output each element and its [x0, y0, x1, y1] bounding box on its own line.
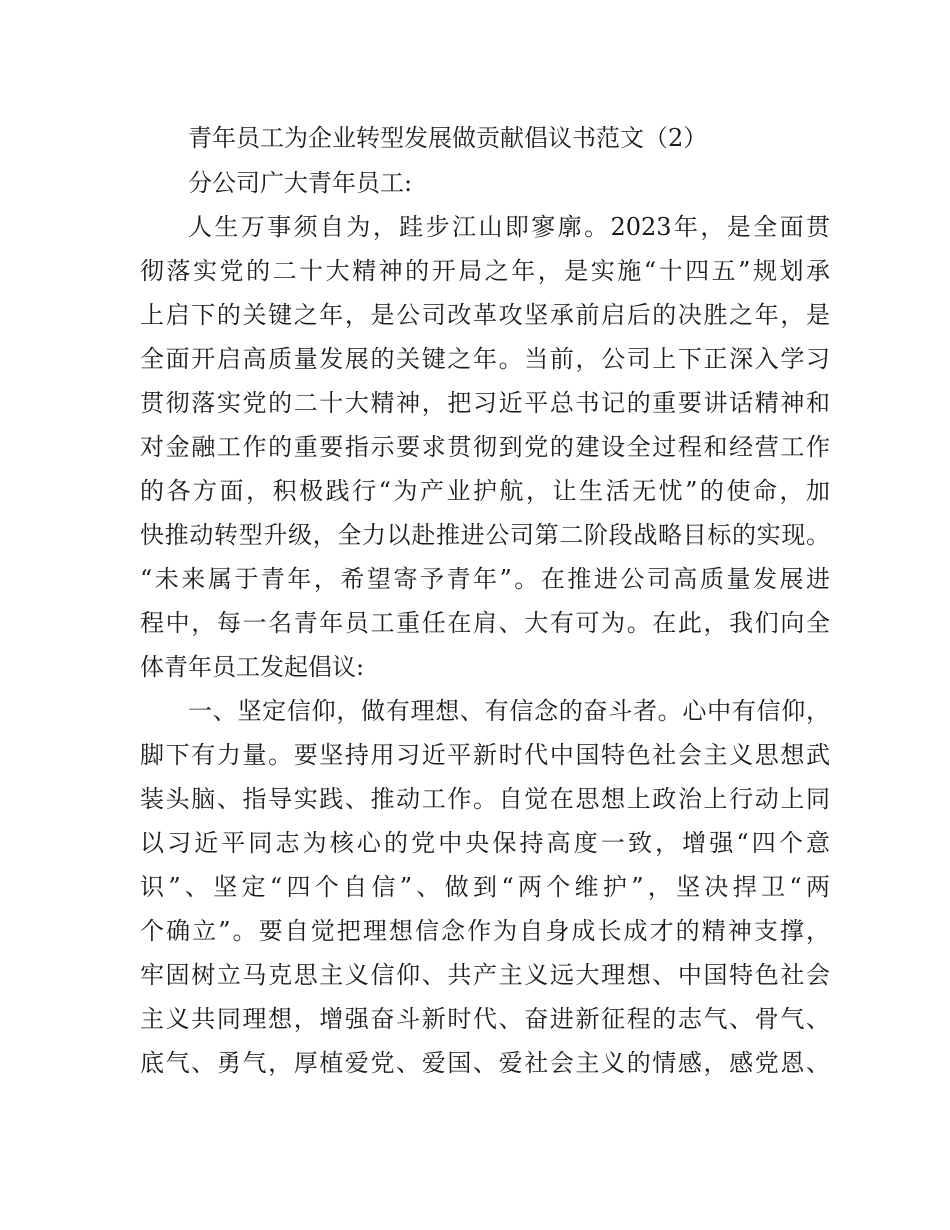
- paragraph-1-line: 全面开启高质量发展的关键之年。当前，公司上下正深入学习: [140, 345, 830, 373]
- document-title: 青年员工为企业转型发展做贡献倡议书范文（2）: [188, 124, 708, 152]
- paragraph-1-line: 程中，每一名青年员工重任在肩、大有可为。在此，我们向全: [140, 609, 830, 637]
- paragraph-2-line: 一、坚定信仰，做有理想、有信念的奋斗者。心中有信仰，: [188, 697, 830, 725]
- paragraph-1-line: 上启下的关键之年，是公司改革攻坚承前启后的决胜之年，是: [140, 301, 830, 329]
- paragraph-1-line: 贯彻落实党的二十大精神，把习近平总书记的重要讲话精神和: [140, 389, 830, 417]
- paragraph-2-line: 脚下有力量。要坚持用习近平新时代中国特色社会主义思想武: [140, 741, 830, 769]
- paragraph-2-line: 牢固树立马克思主义信仰、共产主义远大理想、中国特色社会: [140, 961, 830, 989]
- paragraph-1-line: “未来属于青年，希望寄予青年”。在推进公司高质量发展进: [140, 565, 830, 593]
- paragraph-2-line: 个确立”。要自觉把理想信念作为自身成长成才的精神支撑，: [140, 917, 830, 945]
- paragraph-1-line: 体青年员工发起倡议:: [140, 653, 365, 681]
- paragraph-1-line: 快推动转型升级，全力以赴推进公司第二阶段战略目标的实现。: [140, 521, 830, 549]
- paragraph-2-line: 主义共同理想，增强奋斗新时代、奋进新征程的志气、骨气、: [140, 1005, 830, 1033]
- paragraph-1-line: 对金融工作的重要指示要求贯彻到党的建设全过程和经营工作: [140, 433, 830, 461]
- paragraph-1-line: 的各方面，积极践行“为产业护航，让生活无忧”的使命，加: [140, 477, 830, 505]
- paragraph-2-line: 装头脑、指导实践、推动工作。自觉在思想上政治上行动上同: [140, 785, 830, 813]
- paragraph-2-line: 识”、坚定“四个自信”、做到“两个维护”，坚决捍卫“两: [140, 873, 830, 901]
- paragraph-2-line: 底气、勇气，厚植爱党、爱国、爱社会主义的情感，感党恩、: [140, 1049, 830, 1077]
- paragraph-1-line: 人生万事须自为，跬步江山即寥廓。2023年，是全面贯: [188, 213, 830, 241]
- paragraph-1-line: 彻落实党的二十大精神的开局之年，是实施“十四五”规划承: [140, 257, 830, 285]
- paragraph-2-line: 以习近平同志为核心的党中央保持高度一致，增强“四个意: [140, 829, 830, 857]
- salutation: 分公司广大青年员工:: [188, 169, 413, 197]
